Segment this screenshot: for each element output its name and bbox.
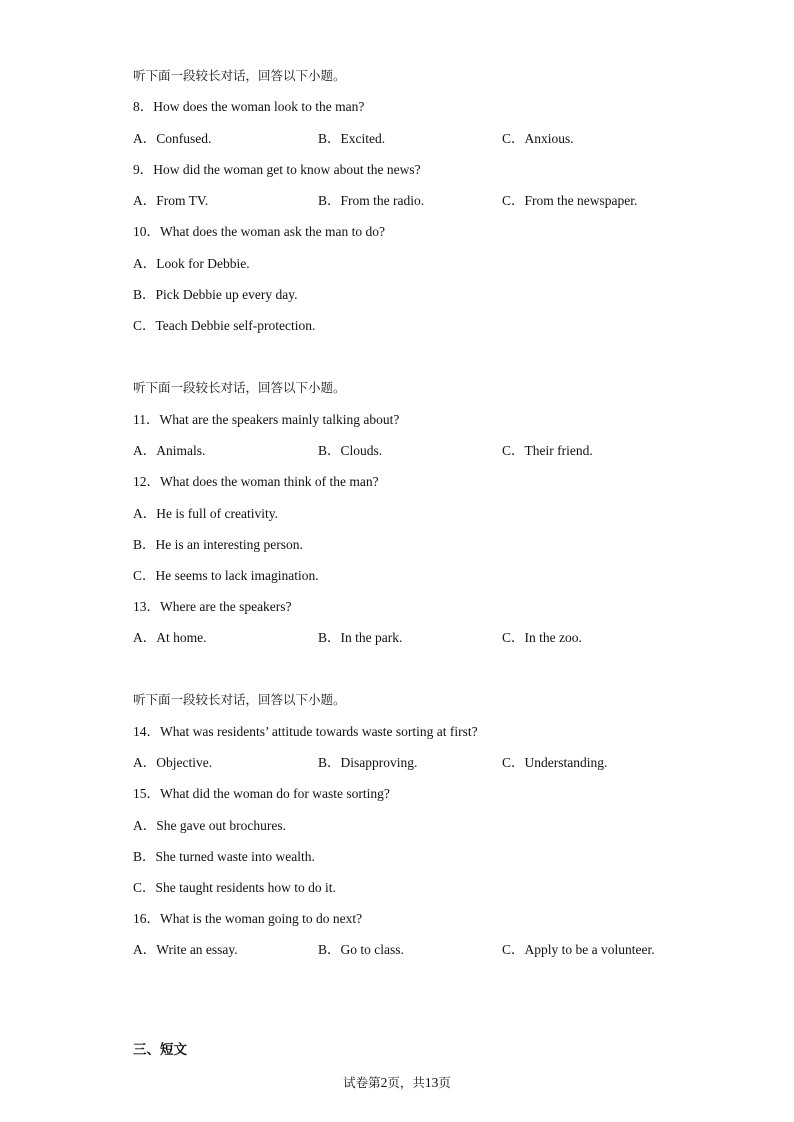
footer-mid: 页，共: [387, 1075, 425, 1090]
question-13: 13．Where are the speakers?: [133, 599, 292, 614]
option-c: C．In the zoo.: [502, 630, 582, 645]
option-b: B．Excited.: [318, 131, 386, 146]
page-footer: [0, 1073, 794, 1091]
section-intro: 听下面一段较长对话，回答以下小题。: [133, 380, 346, 395]
option-b: B．Disapproving.: [318, 755, 418, 770]
option-c: C．Teach Debbie self-protection.: [133, 318, 316, 333]
option-a: A．Objective.: [133, 755, 213, 770]
option-c: C．From the newspaper.: [502, 193, 638, 208]
question-12: 12．What does the woman think of the man?: [133, 474, 379, 489]
section-intro: 听下面一段较长对话，回答以下小题。: [133, 68, 346, 83]
question-11: 11．What are the speakers mainly talking about?: [133, 412, 400, 427]
question-10: 10．What does the woman ask the man to do?: [133, 224, 385, 239]
option-b: B．Go to class.: [318, 942, 404, 957]
question-9: 9．How did the woman get to know about the news?: [133, 162, 421, 177]
question-15: 15．What did the woman do for waste sorting?: [133, 786, 390, 801]
option-a: A．He is full of creativity.: [133, 506, 278, 521]
question-14: 14．What was residents’ attitude towards waste sorting at first?: [133, 724, 478, 739]
section-intro: 听下面一段较长对话，回答以下小题。: [133, 692, 346, 707]
footer-suffix: 页: [438, 1075, 451, 1090]
option-a: A．Write an essay.: [133, 942, 238, 957]
option-a: A．Confused.: [133, 131, 212, 146]
section-heading: 三、短文: [133, 1042, 187, 1058]
option-c: C．Anxious.: [502, 131, 574, 146]
option-b: B．She turned waste into wealth.: [133, 849, 315, 864]
footer-page-number: 2: [380, 1075, 388, 1090]
option-c: C．Their friend.: [502, 443, 593, 458]
option-c: C．Apply to be a volunteer.: [502, 942, 655, 957]
option-a: A．Animals.: [133, 443, 206, 458]
option-a: A．At home.: [133, 630, 207, 645]
option-b: B．Clouds.: [318, 443, 383, 458]
option-a: A．From TV.: [133, 193, 209, 208]
option-b: B．Pick Debbie up every day.: [133, 287, 298, 302]
question-8: 8．How does the woman look to the man?: [133, 99, 365, 114]
footer-prefix: 试卷第: [343, 1075, 381, 1090]
option-b: B．From the radio.: [318, 193, 425, 208]
option-b: B．He is an interesting person.: [133, 537, 303, 552]
option-a: A．Look for Debbie.: [133, 256, 250, 271]
option-c: C．He seems to lack imagination.: [133, 568, 319, 583]
option-b: B．In the park.: [318, 630, 403, 645]
option-a: A．She gave out brochures.: [133, 818, 286, 833]
question-16: 16．What is the woman going to do next?: [133, 911, 363, 926]
option-c: C．She taught residents how to do it.: [133, 880, 336, 895]
footer-total-pages: 13: [424, 1075, 439, 1090]
option-c: C．Understanding.: [502, 755, 608, 770]
